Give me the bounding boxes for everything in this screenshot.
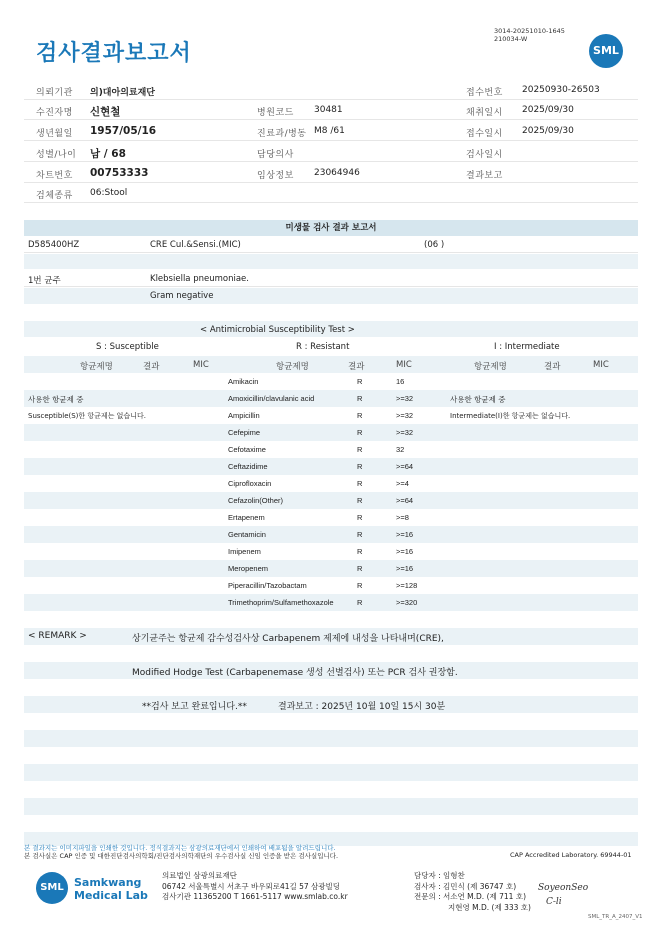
col-result-i: 결과 [544,362,561,372]
info-row: 성별/나이 남 / 68 담당의사 검사일시 [24,142,638,162]
info-row: 검체종류 06:Stool [24,183,638,203]
resistant-legend: R : Resistant [296,342,350,352]
certification-note: 본 검사실은 CAP 인증 및 대한진단검사의학회/진단검사의학재단의 우수검사실 신임 인증을 받은 검사실입니다. [24,852,339,860]
test-code: D585400HZ [28,240,80,250]
organism-name: Klebsiella pneumoniae. [150,274,249,284]
report-title: 검사결과보고서 [36,41,192,66]
test-name: CRE Cul.&Sensi.(MIC) [150,240,241,250]
ast-row: Ertapenem R >=8 [228,513,409,522]
ast-row: Meropenem R >=16 [24,560,638,577]
ast-row: Cefazolin(Other) R >=64 [24,492,638,509]
s-note-line2: Susceptible(S)한 항균제는 없습니다. [28,412,146,420]
sml-logo: SML [589,34,623,68]
susceptible-legend: S : Susceptible [96,342,159,352]
report-time: 결과보고 : 2025년 10월 10일 15시 30분 [278,702,446,712]
test-row [24,237,638,253]
info-row: 생년월일 1957/05/16 진료과/병동 M8 /61 접수일시 2025/09/30 [24,121,638,141]
document-id: 3014-20251010-1645 210034-W [494,27,565,43]
band [24,764,638,781]
signature-seo: SoyeonSeo [538,883,589,893]
col-result-r: 결과 [348,362,365,372]
band [24,305,638,320]
info-row: 의뢰기관 의)대아의료재단 접수번호 20250930-26503 [24,80,638,100]
lab-address: 의료법인 삼광의료재단 06742 서울특별시 서초구 바우뫼로41길 57 삼광빌딩 검사기관 11365200 T 1661-5117 www.smlab.co.kr [162,871,348,901]
cap-accreditation: CAP Accredited Laboratory. 69944-01 [510,851,632,859]
brand-name: Samkwang Medical Lab [74,876,148,902]
ast-row: Trimethoprim/Sulfamethoxazole R >=320 [24,594,638,611]
col-mic-i: MIC [593,360,609,370]
col-drug-s: 항균제명 [80,362,113,372]
image-copy-notice: 본 결과지는 이미지파일을 인쇄한 것입니다. 정식결과지는 삼광의료재단에서 인쇄하여 배포됨을 알려드립니다. [24,844,336,852]
i-note-line2: Intermediate(I)한 항균제는 없습니다. [450,412,571,420]
report-complete: **검사 보고 완료입니다.** [142,702,247,712]
ast-row: Gentamicin R >=16 [24,526,638,543]
ast-row: Imipenem R >=16 [228,547,414,556]
remark-label: < REMARK > [28,631,87,641]
organism-label: 1번 균주 [28,276,61,286]
col-drug-i: 항균제명 [474,362,507,372]
col-result-s: 결과 [143,362,160,372]
micro-report-header: 미생물 검사 결과 보고서 [24,220,638,236]
ast-row: 사용한 항균제 중 Amoxicillin/clavulanic acid R >=32 사용한 항균제 중 [24,390,638,407]
ast-row: Ciprofloxacin R >=4 [228,479,409,488]
gram-stain: Gram negative [150,291,214,301]
remark-line1: 상기균주는 항균제 감수성검사상 Carbapenem 제제에 내성을 나타내며(CRE), [132,634,444,644]
ast-row: Cefepime R >=32 [24,424,638,441]
col-mic-r: MIC [396,360,412,370]
s-note-line1: 사용한 항균제 중 [28,395,84,404]
ast-row: Piperacillin/Tazobactam R >=128 [228,581,418,590]
ast-row: Ceftazidime R >=64 [24,458,638,475]
staff-block: 담당자 : 임형찬 검사자 : 김민식 (제 36747 호) 전문의 : 서소연 M.D. (제 711 호) 지현영 M.D. (제 333 호) [414,871,531,912]
band [24,730,638,747]
organism-row [24,270,638,287]
info-row: 수진자명 신현철 병원코드 30481 채취일시 2025/09/30 [24,100,638,120]
intermediate-legend: I : Intermediate [494,342,560,352]
ast-row: Amikacin R 16 [228,377,405,386]
sml-bottom-logo: SML [36,872,68,904]
ast-row: Cefotaxime R 32 [228,445,405,454]
signature-ji: C-li [546,897,562,907]
info-row: 차트번호 00753333 임상정보 23064946 결과보고 [24,163,638,183]
band [24,254,638,269]
ast-title: < Antimicrobial Susceptibility Test > [200,325,355,335]
remark-line2: Modified Hodge Test (Carbapenemase 생성 선별검사) 또는 PCR 검사 권장함. [132,668,458,678]
form-code: SML_TR_A_2407_V1 [588,914,643,920]
band [24,798,638,815]
ast-row: Susceptible(S)한 항균제는 없습니다. Ampicillin R >=32 Intermediate(I)한 항균제는 없습니다. [28,411,571,420]
band [24,288,638,304]
specimen-code: (06 ) [424,240,445,250]
col-mic-s: MIC [193,360,209,370]
col-drug-r: 항균제명 [276,362,309,372]
i-note-line1: 사용한 항균제 중 [450,395,506,404]
